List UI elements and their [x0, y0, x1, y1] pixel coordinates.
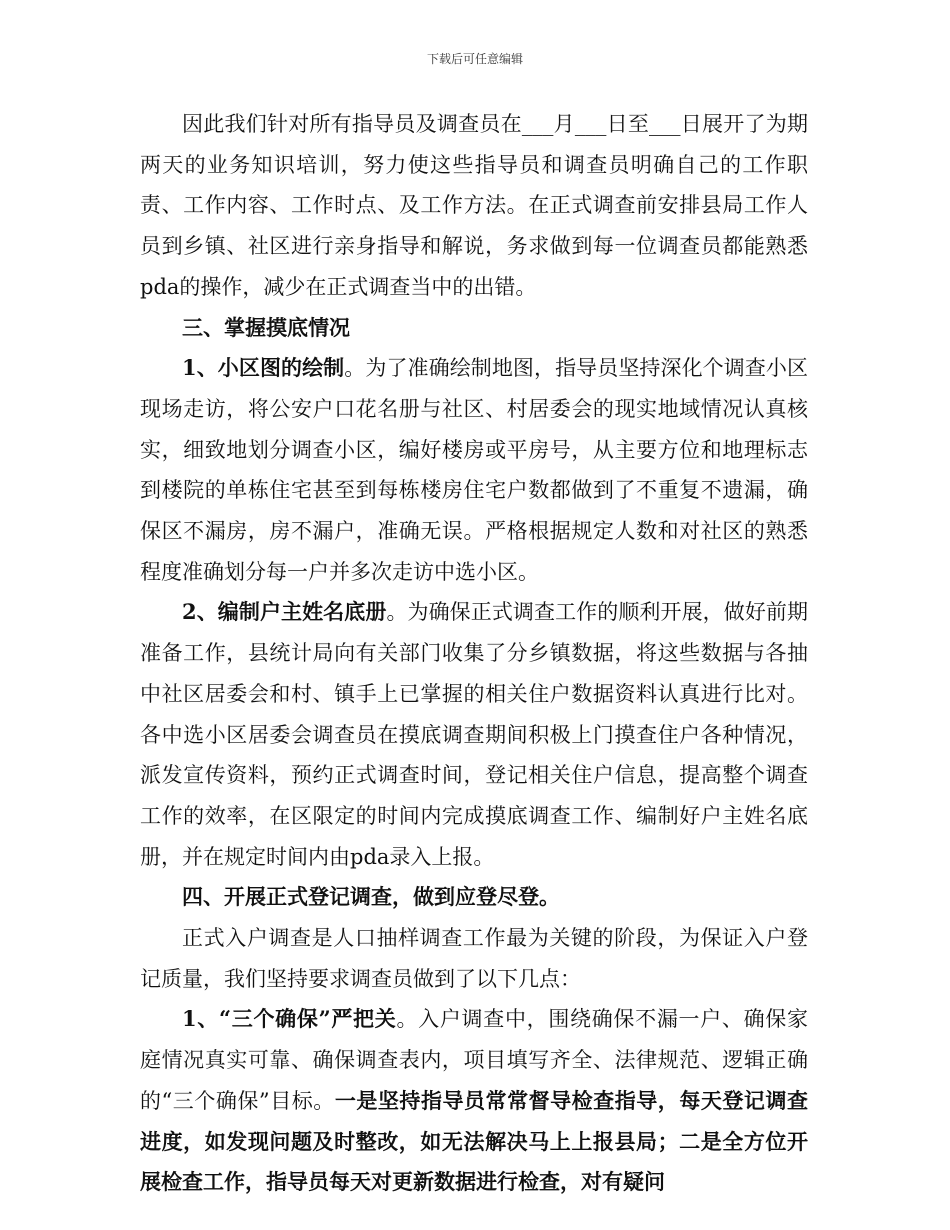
paragraph-text: 。入户调查中，围绕确保不漏一户、确保家庭情况真实可靠、确保调查表内，项目填写齐全、法律规范、逻辑正确的“三个确保”目标。: [140, 1007, 809, 1113]
paragraph-text: 。为确保正式调查工作的顺利开展，做好前期准备工作，县统计局向有关部门收集了分乡镇数据，将这些数据与各抽中社区居委会和村、镇手上已掌握的相关住户数据资料认真进行比对。各中选小区居委会调查员在摸底调查期间积极上门摸查住户各种情况，派发宣传资料，预约正式调查时间，登记相关住户信息，提高整个调查工作的效率，在区限定的时间内完成摸底调查工作、编制好户主姓名底册，并在规定时间内由pda录入上报。: [140, 600, 808, 869]
document-body: [140, 104, 808, 1203]
bold-text: 一是坚持指导员常常督导检查指导，每天登记调查进度，如发现问题及时整改，如无法解决马上上报县局；二是全方位开展检查工作，指导员每天对更新数据进行检查，对有疑问: [140, 1087, 808, 1195]
item-title: 2、编制户主姓名底册: [182, 599, 387, 625]
page-header: 下载后可任意编辑: [426, 52, 523, 66]
item-title: 1、小区图的绘制: [182, 355, 345, 381]
paragraph-text: 因此我们针对所有指导员及调查员在___月___日至___日展开了为期两天的业务知识培训，努力使这些指导员和调查员明确自己的工作职责、工作内容、工作时点、及工作方法。在正式调查前安排县局工作人员到乡镇、社区进行亲身指导和解说，务求做到每一位调查员都能熟悉pda的操作，减少在正式调查当中的出错。: [140, 112, 808, 299]
paragraph-map-drawing: [140, 348, 808, 592]
section-heading-4: [140, 877, 808, 918]
section-heading-3: [140, 308, 808, 349]
heading-text: 三、掌握摸底情况: [182, 314, 350, 340]
paragraph-text: 正式入户调查是人口抽样调查工作最为关键的阶段，为保证入户登记质量，我们坚持要求调查员做到了以下几点：: [140, 926, 808, 991]
item-title: 1、“三个确保”严把关: [182, 1006, 397, 1032]
heading-text: 四、开展正式登记调查，做到应登尽登。: [182, 884, 560, 910]
paragraph-household-register: [140, 592, 808, 877]
paragraph-training: [140, 104, 808, 308]
paragraph-text: 。为了准确绘制地图，指导员坚持深化个调查小区现场走访，将公安户口花名册与社区、村居委会的现实地域情况认真核实，细致地划分调查小区，编好楼房或平房号，从主要方位和地理标志到楼院的单栋住宅甚至到每栋楼房住宅户数都做到了不重复不遗漏，确保区不漏房，房不漏户，准确无误。严格根据规定人数和对社区的熟悉程度准确划分每一户并多次走访中选小区。: [140, 356, 808, 584]
paragraph-formal-survey: [140, 918, 808, 999]
paragraph-three-ensures: [140, 999, 808, 1203]
